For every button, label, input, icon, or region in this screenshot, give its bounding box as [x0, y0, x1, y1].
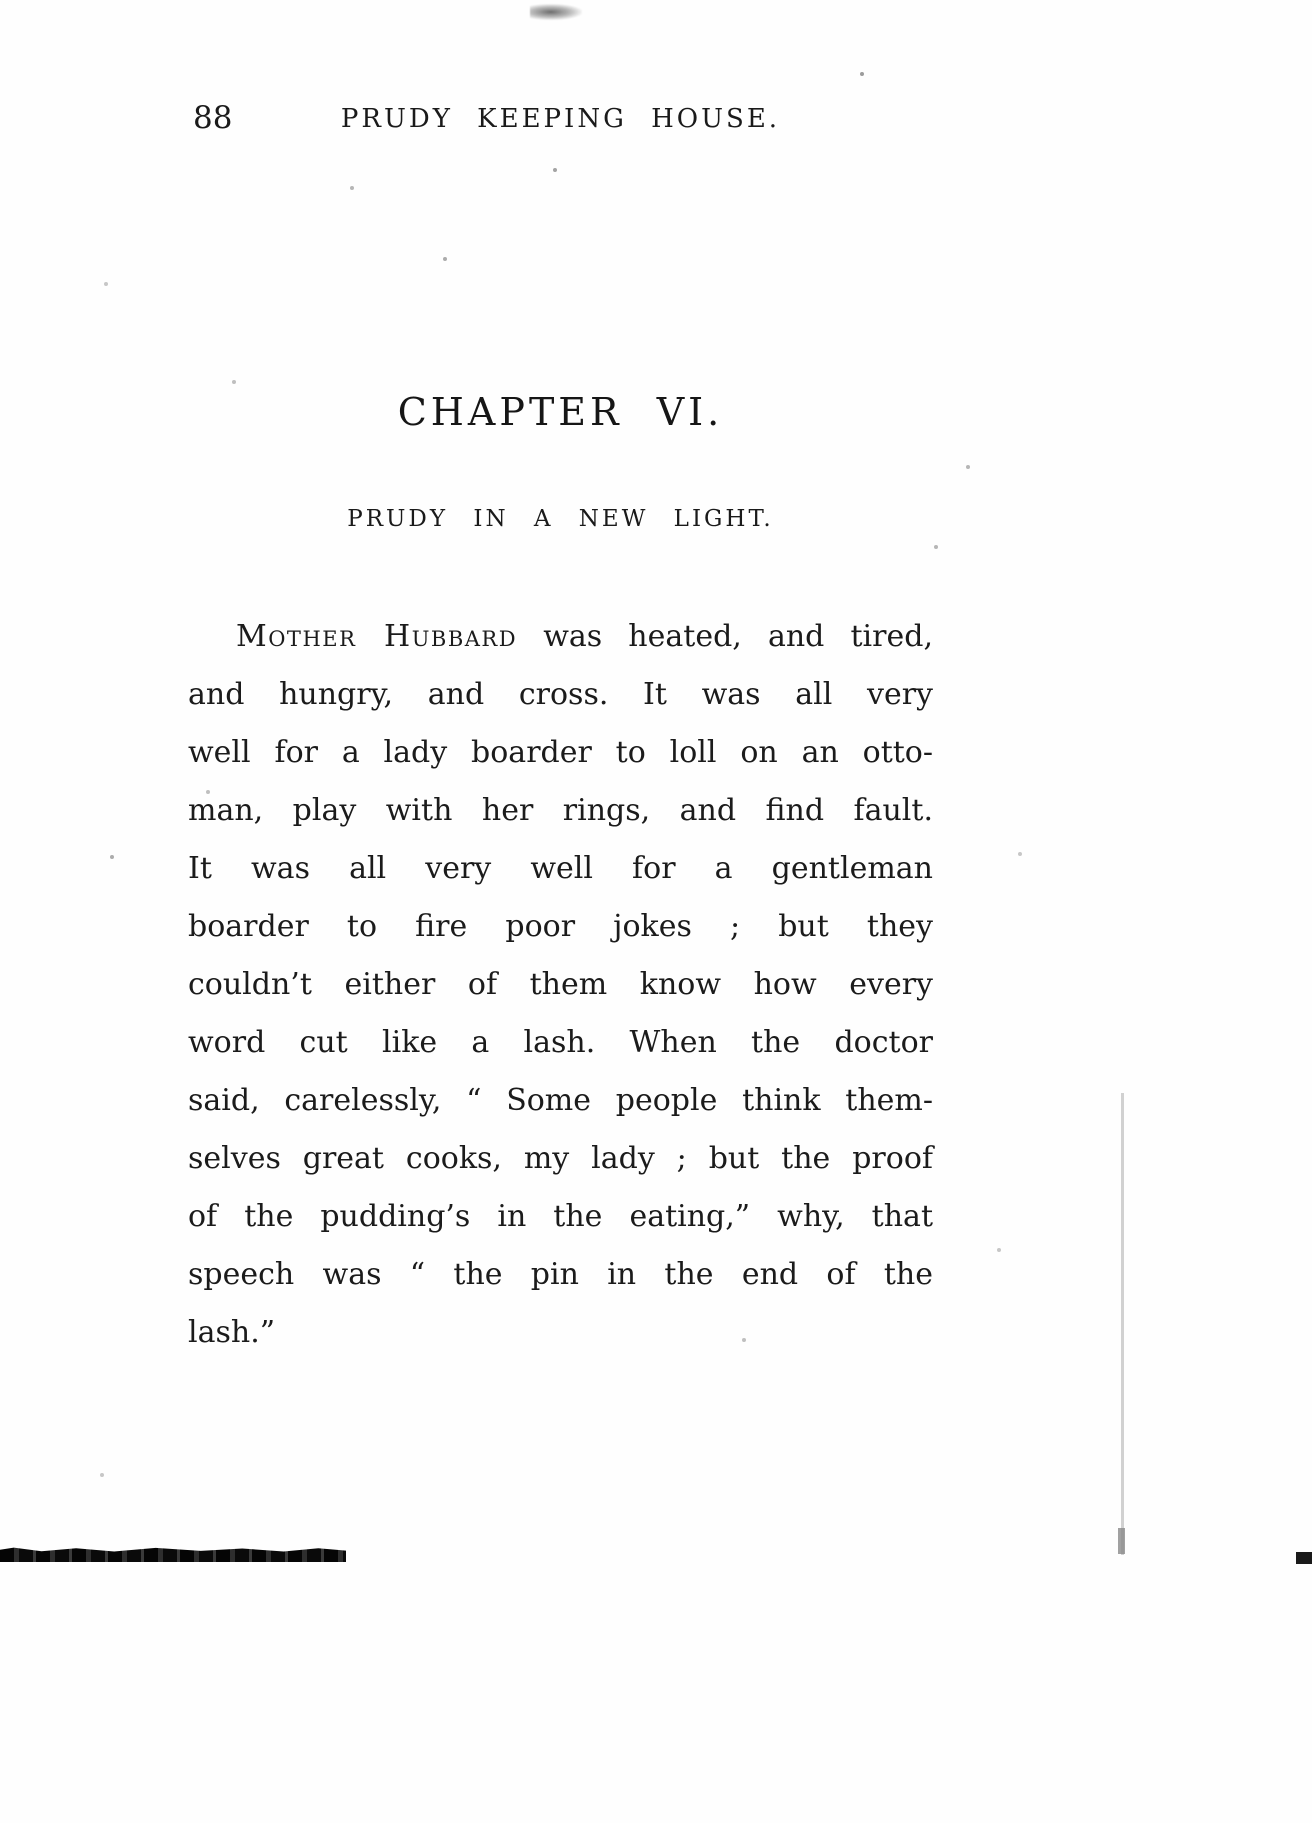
- paragraph-line: and hungry, and cross. It was all very: [188, 677, 933, 712]
- paragraph: [188, 608, 933, 1362]
- scan-speck: [110, 855, 114, 859]
- scan-speck: [232, 380, 236, 384]
- scan-edge-mark: [1118, 1528, 1125, 1554]
- chapter-subtitle: PRUDY IN A NEW LIGHT.: [347, 506, 774, 532]
- paragraph-line: couldn’t either of them know how every: [188, 967, 933, 1002]
- paragraph-line: speech was “ the pin in the end of the: [188, 1257, 933, 1292]
- scan-speck: [350, 186, 354, 190]
- scan-speck: [997, 1248, 1001, 1252]
- page-number: 88: [193, 100, 233, 136]
- scan-speck: [1018, 852, 1022, 856]
- paragraph-line: said, carelessly, “ Some people think them-: [188, 1083, 933, 1118]
- scan-speck: [443, 257, 447, 261]
- scan-corner-mark: [1296, 1552, 1312, 1564]
- scan-speck: [104, 282, 108, 286]
- scan-speck: [934, 545, 938, 549]
- paragraph-line: well for a lady boarder to loll on an otto-: [188, 735, 933, 770]
- scan-speck: [966, 465, 970, 469]
- paragraph-line: man, play with her rings, and find fault.: [188, 793, 933, 828]
- scan-speck: [553, 168, 557, 172]
- paragraph-line: selves great cooks, my lady ; but the proof: [188, 1141, 933, 1176]
- scan-smudge: [530, 4, 582, 20]
- scan-speck: [742, 1338, 746, 1342]
- paragraph-line: It was all very well for a gentleman: [188, 851, 933, 886]
- lead-small-caps: Mother Hubbard: [236, 619, 518, 654]
- scan-edge-line: [1121, 1093, 1124, 1555]
- paragraph-line: of the pudding’s in the eating,” why, that: [188, 1199, 933, 1234]
- scan-speck: [100, 1473, 104, 1477]
- chapter-heading: CHAPTER VI.: [397, 390, 724, 434]
- paragraph-line-text: was heated, and tired,: [543, 619, 933, 654]
- paragraph-line: boarder to fire poor jokes ; but they: [188, 909, 933, 944]
- running-header: PRUDY KEEPING HOUSE.: [340, 104, 781, 134]
- scan-black-bar: [0, 1547, 346, 1562]
- paragraph-line: word cut like a lash. When the doctor: [188, 1025, 933, 1060]
- scan-speck: [206, 790, 210, 794]
- paragraph-line: lash.”: [188, 1315, 276, 1350]
- paragraph-line: [188, 608, 933, 666]
- scan-speck: [860, 72, 864, 76]
